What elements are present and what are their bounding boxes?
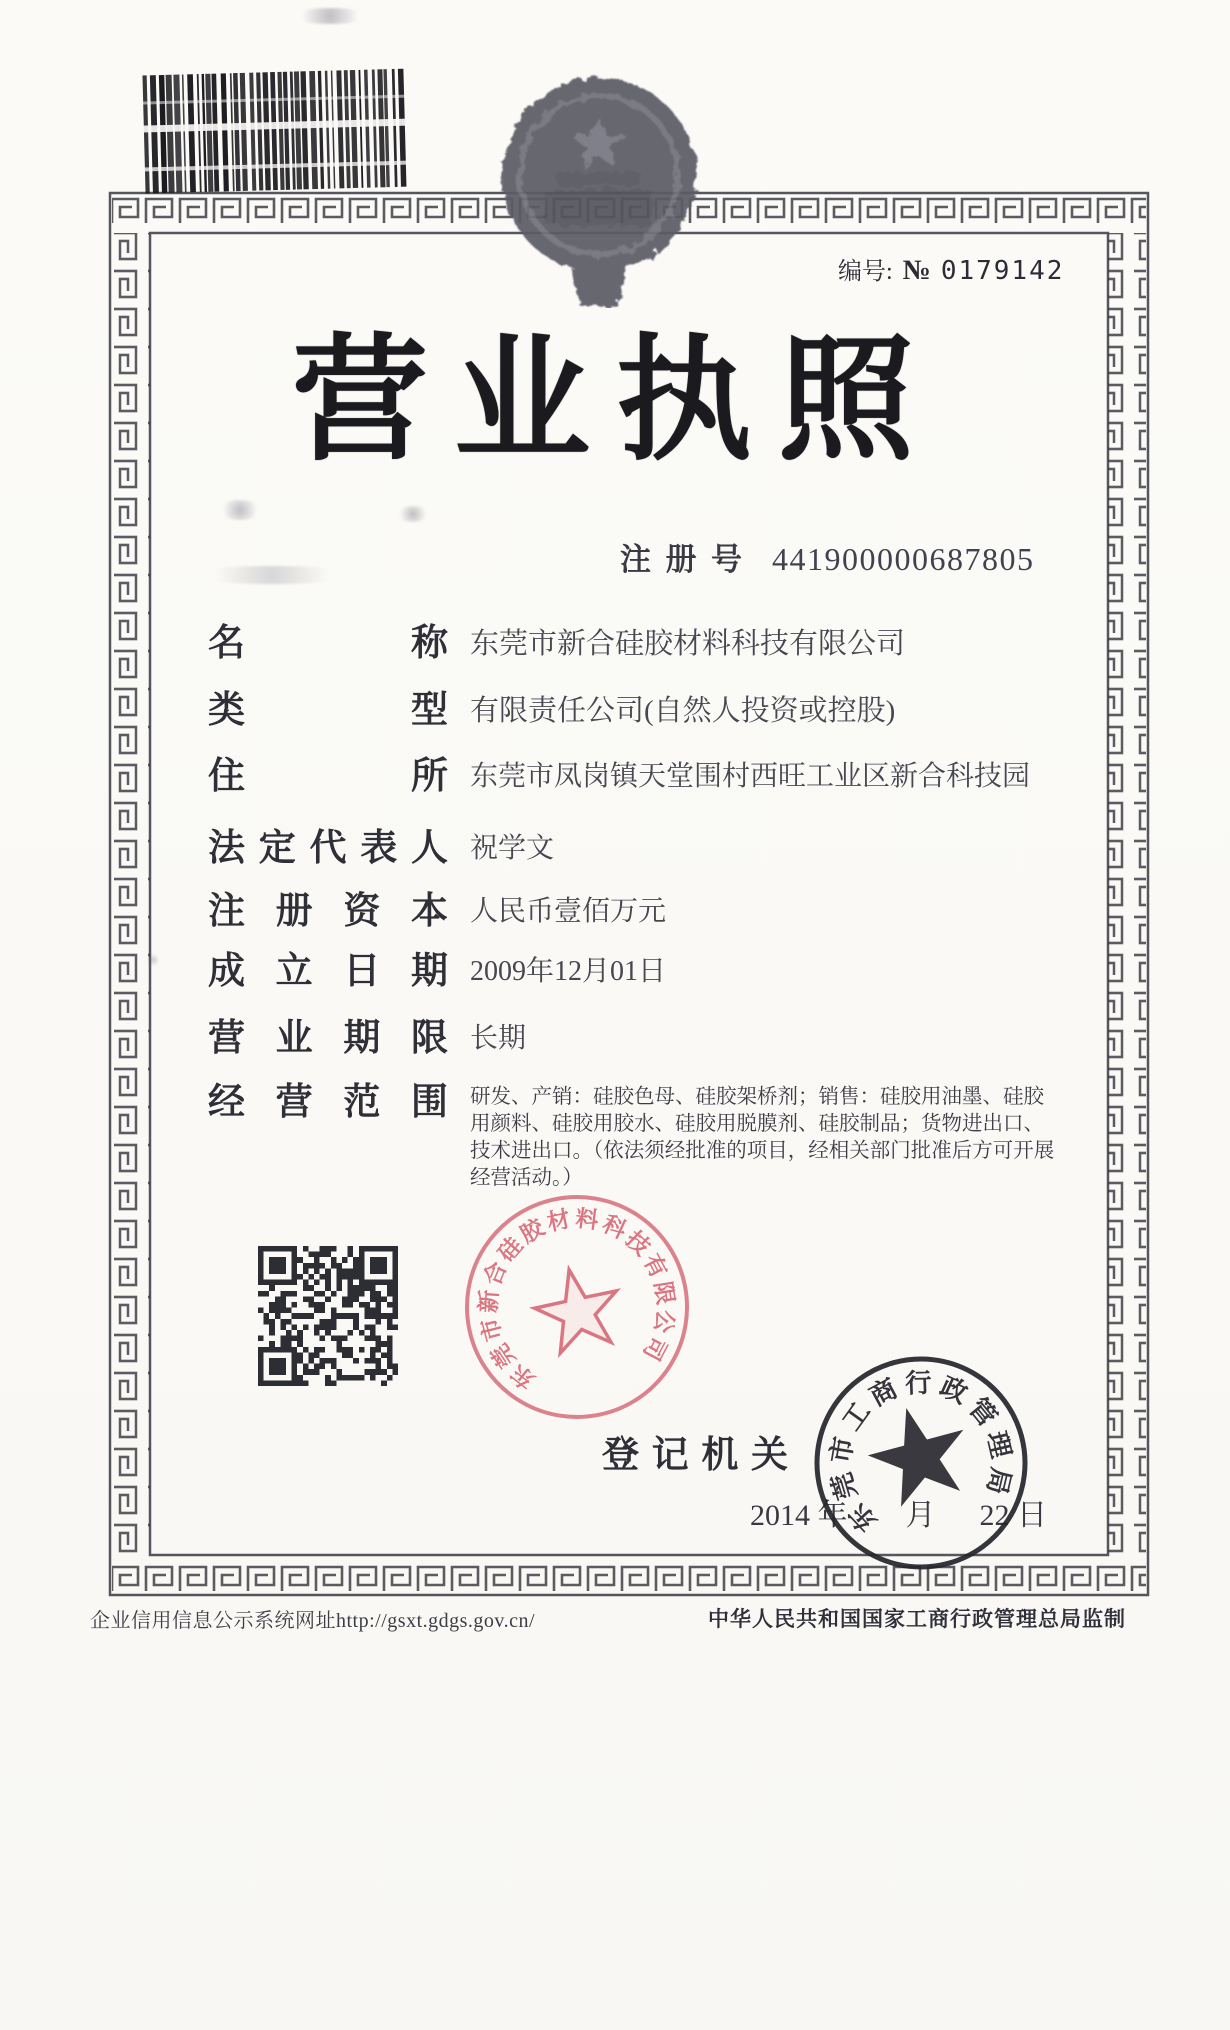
field-row-business-term xyxy=(208,1007,1118,1069)
qr-code-image xyxy=(258,1246,398,1386)
field-label: 名 称 xyxy=(208,623,448,664)
field-row-name xyxy=(208,612,1118,674)
svg-text:材: 材 xyxy=(544,1206,573,1236)
scan-artifact xyxy=(146,954,160,966)
registrar-label: 登 记 机 关 xyxy=(602,1435,788,1476)
svg-text:胶: 胶 xyxy=(515,1214,549,1248)
field-value: 有限责任公司(自然人投资或控股) xyxy=(470,695,896,727)
field-value: 祝学文 xyxy=(470,833,555,864)
svg-text:科: 科 xyxy=(598,1211,631,1244)
field-label: 类 型 xyxy=(208,690,448,731)
svg-text:政: 政 xyxy=(935,1370,973,1410)
field-value: 2009年12月01日 xyxy=(470,956,667,987)
barcode-image xyxy=(140,64,415,199)
field-label: 经 营 范 围 xyxy=(208,1082,448,1123)
svg-text:技: 技 xyxy=(620,1226,655,1261)
field-label: 成 立 日 期 xyxy=(208,951,448,992)
svg-text:商: 商 xyxy=(864,1372,903,1412)
field-label: 营 业 期 限 xyxy=(208,1018,448,1059)
serial-number-line xyxy=(838,251,1064,287)
serial-label: 编号: xyxy=(838,259,893,285)
scan-artifact xyxy=(192,566,352,584)
scan-artifact xyxy=(218,500,262,520)
field-row-address xyxy=(208,745,1118,807)
svg-text:东: 东 xyxy=(506,1359,540,1394)
registration-label: 注 册 号 xyxy=(620,542,742,577)
field-value: 人民币壹佰万元 xyxy=(470,896,667,927)
svg-text:司: 司 xyxy=(638,1332,672,1365)
svg-text:东: 东 xyxy=(842,1497,883,1538)
numero-symbol: № xyxy=(902,255,931,286)
svg-text:局: 局 xyxy=(981,1464,1017,1498)
svg-text:行: 行 xyxy=(904,1367,933,1399)
svg-text:有: 有 xyxy=(638,1250,672,1283)
svg-text:限: 限 xyxy=(649,1279,679,1307)
svg-text:公: 公 xyxy=(649,1308,679,1335)
registrar-official-stamp xyxy=(808,1350,1034,1576)
issue-date-year: 2014 年 xyxy=(750,1499,848,1532)
svg-text:市: 市 xyxy=(476,1315,507,1344)
national-emblem xyxy=(492,72,708,308)
scan-artifact xyxy=(396,506,430,522)
registration-digits: 441900000687805 xyxy=(772,541,1035,577)
svg-text:料: 料 xyxy=(574,1205,600,1234)
svg-text:硅: 硅 xyxy=(493,1232,528,1267)
svg-text:管: 管 xyxy=(962,1392,1003,1432)
svg-text:莞: 莞 xyxy=(826,1469,863,1504)
issue-date-day: 22 日 xyxy=(979,1499,1047,1532)
registration-number-line xyxy=(620,534,1035,579)
field-row-registered-capital xyxy=(208,880,1118,942)
field-row-type xyxy=(208,679,1118,741)
field-value: 长期 xyxy=(470,1023,527,1054)
company-seal-stamp xyxy=(457,1187,697,1427)
registrar-line xyxy=(602,1424,788,1478)
certificate-title: 营 业 执 照 xyxy=(292,322,914,480)
serial-digits: 0179142 xyxy=(940,256,1065,286)
field-label: 住 所 xyxy=(208,756,448,797)
field-value: 东莞市新合硅胶材料科技有限公司 xyxy=(470,628,906,660)
footer-credit-system-url: 企业信用信息公示系统网址http://gsxt.gdgs.gov.cn/ xyxy=(90,1610,536,1632)
footer-issuing-authority: 中华人民共和国国家工商行政管理总局监制 xyxy=(708,1607,1126,1631)
svg-text:工: 工 xyxy=(836,1396,876,1436)
issue-date-month: 月 xyxy=(905,1499,936,1532)
field-row-establishment-date xyxy=(208,940,1118,1002)
field-label: 法 定 代 表 人 xyxy=(208,828,448,869)
svg-text:理: 理 xyxy=(981,1428,1017,1461)
svg-text:合: 合 xyxy=(479,1258,512,1290)
field-label: 注 册 资 本 xyxy=(208,891,448,932)
svg-text:莞: 莞 xyxy=(486,1339,521,1373)
field-row-business-scope xyxy=(208,1071,1118,1201)
field-value: 研发、产销：硅胶色母、硅胶架桥剂；销售：硅胶用油墨、硅胶用颜料、硅胶用胶水、硅胶用脱膜剂、硅胶制品；货物进出口、技术进出口。（依法须经批准的项目，经相关部门批准后方可开展经营活动。） xyxy=(470,1086,1055,1190)
field-value: 东莞市凤岗镇天堂围村西旺工业区新合科技园 xyxy=(470,761,1031,792)
scan-artifact xyxy=(290,8,370,24)
svg-text:新: 新 xyxy=(475,1289,503,1314)
field-row-legal-representative xyxy=(208,817,1118,879)
svg-text:市: 市 xyxy=(825,1434,860,1466)
